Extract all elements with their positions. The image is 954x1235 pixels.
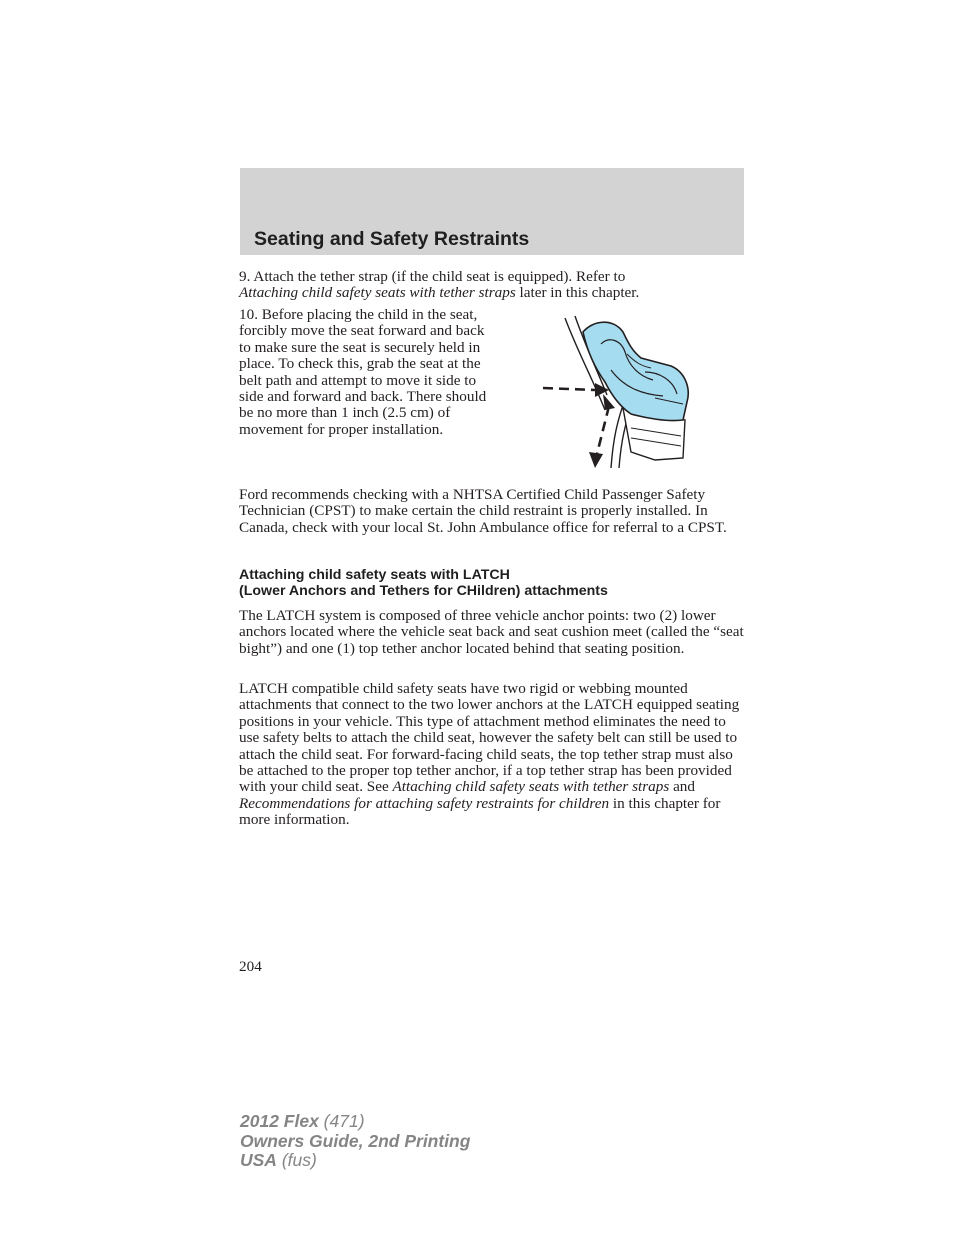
step-9-tail: later in this chapter. — [515, 284, 640, 302]
footer-model-code: (471) — [318, 1111, 365, 1131]
step-9-reference: Attaching child safety seats with tether straps — [239, 284, 516, 302]
page-number: 204 — [239, 958, 262, 975]
latch-heading-line-1: Attaching child safety seats with LATCH — [239, 567, 510, 583]
step-9-paragraph — [239, 269, 747, 302]
latch-paragraph-1: The LATCH system is composed of three vehicle anchor points: two (2) lower anchors located where the vehicle seat back and seat cushion meet (called the “seat bight”) and one (1) top tether anchor located behind that seating position. — [239, 607, 744, 657]
cpst-paragraph: Ford recommends checking with a NHTSA Certified Child Passenger Safety Technician (CPST) to make certain the child restraint is properly installed. In Canada, check with your local St. John Ambulance office for referral to a CPST. — [239, 486, 727, 536]
latch-reference-recommendations: Recommendations for attaching safety restraints for children — [239, 794, 610, 812]
latch-heading-line-2: (Lower Anchors and Tethers for CHildren) attachments — [239, 583, 608, 599]
section-title: Seating and Safety Restraints — [254, 228, 530, 250]
footer-model: 2012 Flex — [240, 1111, 319, 1131]
footer-guide: Owners Guide, 2nd Printing — [240, 1130, 471, 1151]
step-10-paragraph: 10. Before placing the child in the seat, forcibly move the seat forward and back to make sure the seat is securely held in place. To check this, grab the seat at the belt path and attempt to move it side to side and forward and back. There should be no more than 1 inch (2.5 cm) of movement for proper installation. — [239, 306, 487, 438]
latch-paragraph-2-mid: and — [673, 778, 695, 796]
latch-paragraph-2 — [239, 681, 747, 829]
step-9-lead: 9. Attach the tether strap (if the child seat is equipped). Refer to — [239, 268, 626, 285]
latch-heading — [239, 567, 759, 599]
latch-paragraph-2-lead: LATCH compatible child safety seats have two rigid or webbing mounted attachments that connect to the two lower anchors at the LATCH equipped seating positions in your vehicle. This type of attachment method eliminates the need to use safety belts to attach the child seat, however the safety belt can still be used to attach the child seat. For forward-facing child seats, the top tether strap must also be attached to the proper top tether anchor, if a top tether strap has been provided with your child seat. See — [239, 680, 740, 796]
footer-region: USA — [240, 1150, 277, 1170]
latch-reference-tether: Attaching child safety seats with tether straps — [392, 778, 670, 796]
footer-imprint — [240, 1112, 470, 1171]
footer-region-code: (fus) — [276, 1150, 317, 1170]
child-seat-movement-illustration — [535, 310, 700, 475]
latch-paragraph-2-tail: in this chapter for more information. — [239, 794, 721, 829]
section-header-band — [240, 168, 744, 255]
